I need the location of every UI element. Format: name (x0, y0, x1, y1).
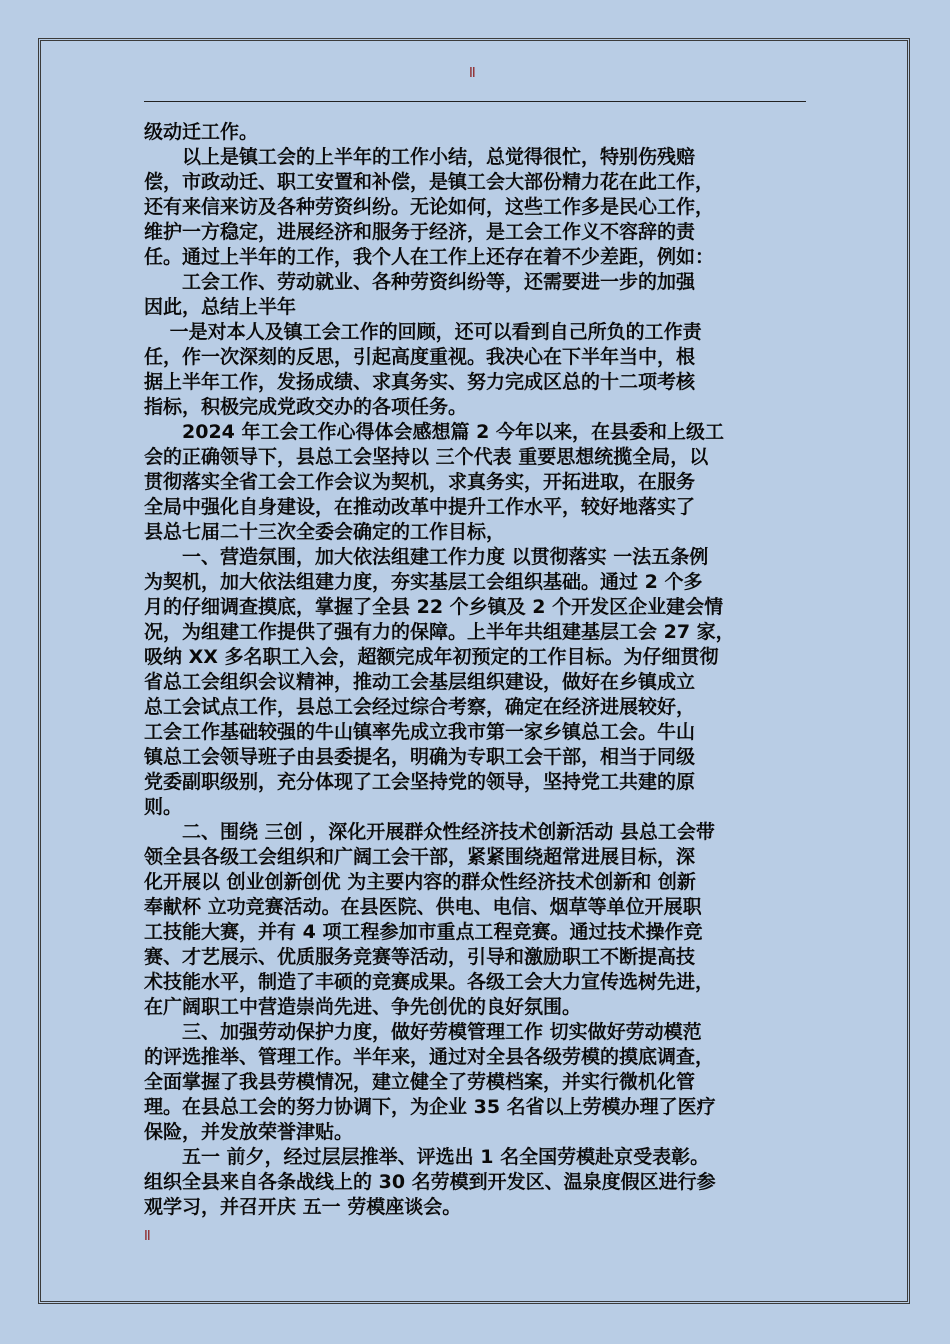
text-line: 指标，积极完成党政交办的各项任务。 (144, 396, 468, 418)
text-line: 赛、才艺展示、优质服务竞赛等活动，引导和激励职工不断提高技 (144, 946, 696, 968)
text-line: 任。通过上半年的工作，我个人在工作上还存在着不少差距，例如： (144, 246, 715, 268)
text-line: 况，为组建工作提供了强有力的保障。上半年共组建基层工会 27 家， (144, 621, 735, 643)
text-line: 组织全县来自各条战线上的 30 名劳模到开发区、温泉度假区进行参 (144, 1171, 716, 1193)
text-line: 任，作一次深刻的反思，引起高度重视。我决心在下半年当中，根 (144, 346, 696, 368)
text-line: 全局中强化自身建设，在推动改革中提升工作水平，较好地落实了 (144, 496, 696, 518)
text-line: 因此，总结上半年 (144, 296, 297, 318)
document-body (144, 120, 824, 1220)
text-line: 三、加强劳动保护力度，做好劳模管理工作 切实做好劳动模范 (144, 1021, 702, 1043)
text-line: 工会工作基础较强的牛山镇率先成立我市第一家乡镇总工会。牛山 (144, 721, 696, 743)
text-line: 一、营造氛围，加大依法组建工作力度 以贯彻落实 一法五条例 (144, 546, 709, 568)
text-line: 党委副职级别，充分体现了工会坚持党的领导，坚持党工共建的原 (144, 771, 696, 793)
text-line: 级动迁工作。 (144, 121, 259, 143)
text-line: 二、围绕 三创 ，深化开展群众性经济技术创新活动 县总工会带 (144, 821, 715, 843)
text-line: 观学习，并召开庆 五一 劳模座谈会。 (144, 1196, 462, 1218)
text-line: 全面掌握了我县劳模情况，建立健全了劳模档案，并实行微机化管 (144, 1071, 696, 1093)
text-line: 会的正确领导下，县总工会坚持以 三个代表 重要思想统揽全局，以 (144, 446, 709, 468)
text-line: 总工会试点工作，县总工会经过综合考察，确定在经济进展较好， (144, 696, 696, 718)
text-line: 则。 (144, 796, 183, 818)
text-line: 县总七届二十三次全委会确定的工作目标， (144, 521, 506, 543)
text-line: 偿，市政动迁、职工安置和补偿，是镇工会大部份精力花在此工作， (144, 171, 715, 193)
text-line: 术技能水平，制造了丰硕的竞赛成果。各级工会大力宣传选树先进， (144, 971, 715, 993)
text-line: 以上是镇工会的上半年的工作小结，总觉得很忙，特别伤残赔 (144, 146, 696, 168)
text-line: 工会工作、劳动就业、各种劳资纠纷等，还需要进一步的加强 (144, 271, 696, 293)
text-line: 2024 年工会工作心得体会感想篇 2 今年以来，在县委和上级工 (144, 421, 724, 443)
header-mark: II (469, 66, 475, 81)
text-line: 一是对本人及镇工会工作的回顾，还可以看到自己所负的工作责 (144, 321, 702, 343)
text-line: 月的仔细调查摸底，掌握了全县 22 个乡镇及 2 个开发区企业建会情 (144, 596, 724, 618)
text-line: 贯彻落实全省工会工作会议为契机，求真务实，开拓进取，在服务 (144, 471, 696, 493)
header-divider (144, 101, 806, 102)
footer-mark: II (144, 1229, 150, 1244)
text-line: 保险，并发放荣誉津贴。 (144, 1121, 354, 1143)
text-line: 镇总工会领导班子由县委提名，明确为专职工会干部，相当于同级 (144, 746, 696, 768)
text-line: 五一 前夕，经过层层推举、评选出 1 名全国劳模赴京受表彰。 (144, 1146, 710, 1168)
text-line: 为契机，加大依法组建力度，夯实基层工会组织基础。通过 2 个多 (144, 571, 703, 593)
text-line: 化开展以 创业创新创优 为主要内容的群众性经济技术创新和 创新 (144, 871, 696, 893)
text-line: 的评选推举、管理工作。半年来，通过对全县各级劳模的摸底调查， (144, 1046, 715, 1068)
text-line: 据上半年工作，发扬成绩、求真务实、努力完成区总的十二项考核 (144, 371, 696, 393)
text-line: 领全县各级工会组织和广阔工会干部，紧紧围绕超常进展目标，深 (144, 846, 696, 868)
text-line: 还有来信来访及各种劳资纠纷。无论如何，这些工作多是民心工作， (144, 196, 715, 218)
text-line: 省总工会组织会议精神，推动工会基层组织建设，做好在乡镇成立 (144, 671, 696, 693)
text-line: 工技能大赛，并有 4 项工程参加市重点工程竞赛。通过技术操作竞 (144, 921, 703, 943)
text-line: 奉献杯 立功竞赛活动。在县医院、供电、电信、烟草等单位开展职 (144, 896, 702, 918)
text-line: 维护一方稳定，进展经济和服务于经济，是工会工作义不容辞的责 (144, 221, 696, 243)
text-line: 理。在县总工会的努力协调下，为企业 35 名省以上劳模办理了医疗 (144, 1096, 716, 1118)
text-line: 吸纳 XX 多名职工入会，超额完成年初预定的工作目标。为仔细贯彻 (144, 646, 719, 668)
text-line: 在广阔职工中营造崇尚先进、争先创优的良好氛围。 (144, 996, 582, 1018)
